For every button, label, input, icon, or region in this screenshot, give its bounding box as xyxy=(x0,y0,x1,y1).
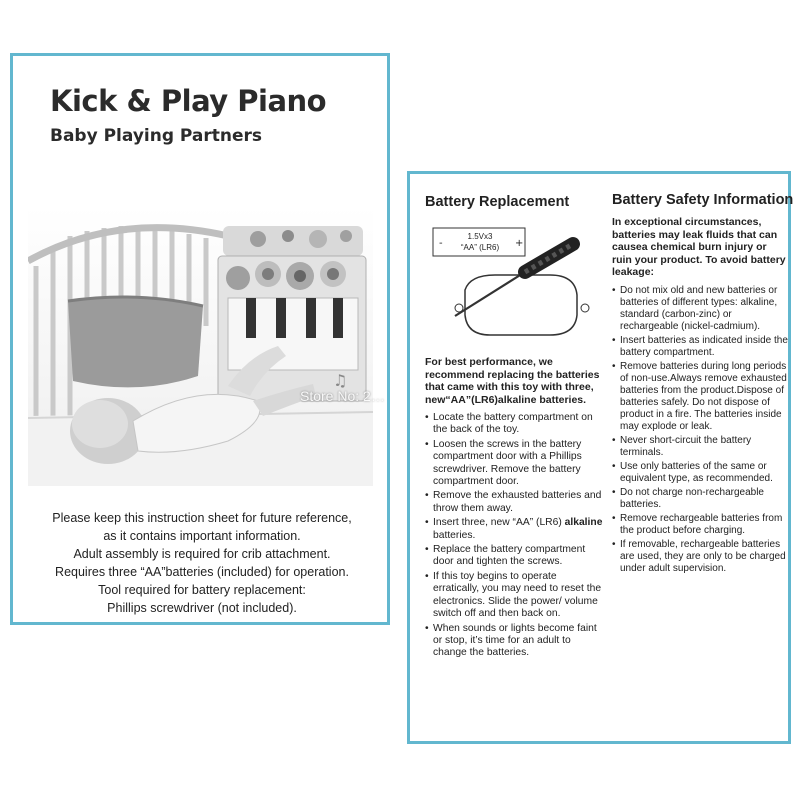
svg-text:+: + xyxy=(515,238,524,249)
note-line: Please keep this instruction sheet for future reference, xyxy=(52,511,352,525)
insert-step-prefix: Insert three, new “AA” (LR6) xyxy=(433,517,562,529)
list-item: • Remove the exhausted batteries and throw them away. xyxy=(425,490,605,515)
list-item: • Do not mix old and new batteries or batteries of different types: alkaline, standard (carbon-zinc) or rechargeable (nickel-cadmium). xyxy=(612,285,788,333)
note-line: Adult assembly is required for crib attachment. xyxy=(73,547,331,561)
battery-replacement-section xyxy=(425,194,605,662)
list-item xyxy=(425,517,605,542)
list-item: • Insert batteries as indicated inside the battery compartment. xyxy=(612,335,788,359)
svg-text:-: - xyxy=(439,238,443,249)
insert-step-bold: alkaline xyxy=(564,517,603,529)
list-item: • Replace the battery compartment door and tighten the screws. xyxy=(425,544,605,569)
note-line: as it contains important information. xyxy=(103,529,301,543)
list-item: • Never short-circuit the battery terminals. xyxy=(612,435,788,459)
list-item: • Remove batteries during long periods of non-use.Always remove exhausted batteries from the product.Dispose of batteries safely. Do not dispose of product in a fire. The batteries inside may explode or leak. xyxy=(612,361,788,433)
instruction-card-back xyxy=(407,171,794,744)
insert-step-suffix: batteries. xyxy=(433,529,476,541)
note-line: Phillips screwdriver (not included). xyxy=(107,601,297,615)
replacement-intro: For best performance, we recommend replacing the batteries that came with this toy with three, new“AA”(LR6)alkaline batteries. xyxy=(425,356,600,406)
note-line: Tool required for battery replacement: xyxy=(98,583,306,597)
list-item: • Do not charge non-rechargeable batteries. xyxy=(612,487,788,511)
battery-diagram xyxy=(425,220,597,350)
battery-label-type: “AA” (LR6) xyxy=(460,243,500,252)
list-item: • Locate the battery compartment on the back of the toy. xyxy=(425,412,605,437)
svg-text:♫: ♫ xyxy=(333,371,348,390)
product-title: Kick & Play Piano xyxy=(50,84,327,118)
safety-intro: In exceptional circumstances, batteries may leak fluids that can causea chemical burn injury or ruin your product. To avoid battery leakage: xyxy=(612,216,786,278)
battery-safety-heading: Battery Safety Information xyxy=(612,192,794,208)
battery-label-voltage: 1.5Vx3 xyxy=(467,232,493,241)
list-item: • When sounds or lights become faint or stop, it’s time for an adult to change the batteries. xyxy=(425,623,605,660)
instruction-notes xyxy=(33,509,371,617)
store-watermark: Store No: 2… xyxy=(300,388,385,404)
replacement-steps xyxy=(425,412,605,660)
note-line: Requires three “AA”batteries (included) for operation. xyxy=(55,565,349,579)
battery-replacement-heading: Battery Replacement xyxy=(425,194,570,210)
product-subtitle: Baby Playing Partners xyxy=(50,126,263,146)
safety-list xyxy=(612,285,788,575)
baby-crib-photo xyxy=(28,206,373,486)
list-item: • Use only batteries of the same or equivalent type, as recommended. xyxy=(612,461,788,485)
instruction-card-front xyxy=(10,53,390,625)
list-item: • Remove rechargeable batteries from the product before charging. xyxy=(612,513,788,537)
list-item: • Loosen the screws in the battery compartment door with a Phillips screwdriver. Remove the battery compartment door. xyxy=(425,439,605,489)
battery-safety-section xyxy=(612,192,794,577)
list-item: • If this toy begins to operate erratically, you may need to reset the electronics. Slide the power/ volume switch off and then back on. xyxy=(425,571,605,621)
list-item: • If removable, rechargeable batteries are used, they are only to be charged under adult supervision. xyxy=(612,539,788,575)
